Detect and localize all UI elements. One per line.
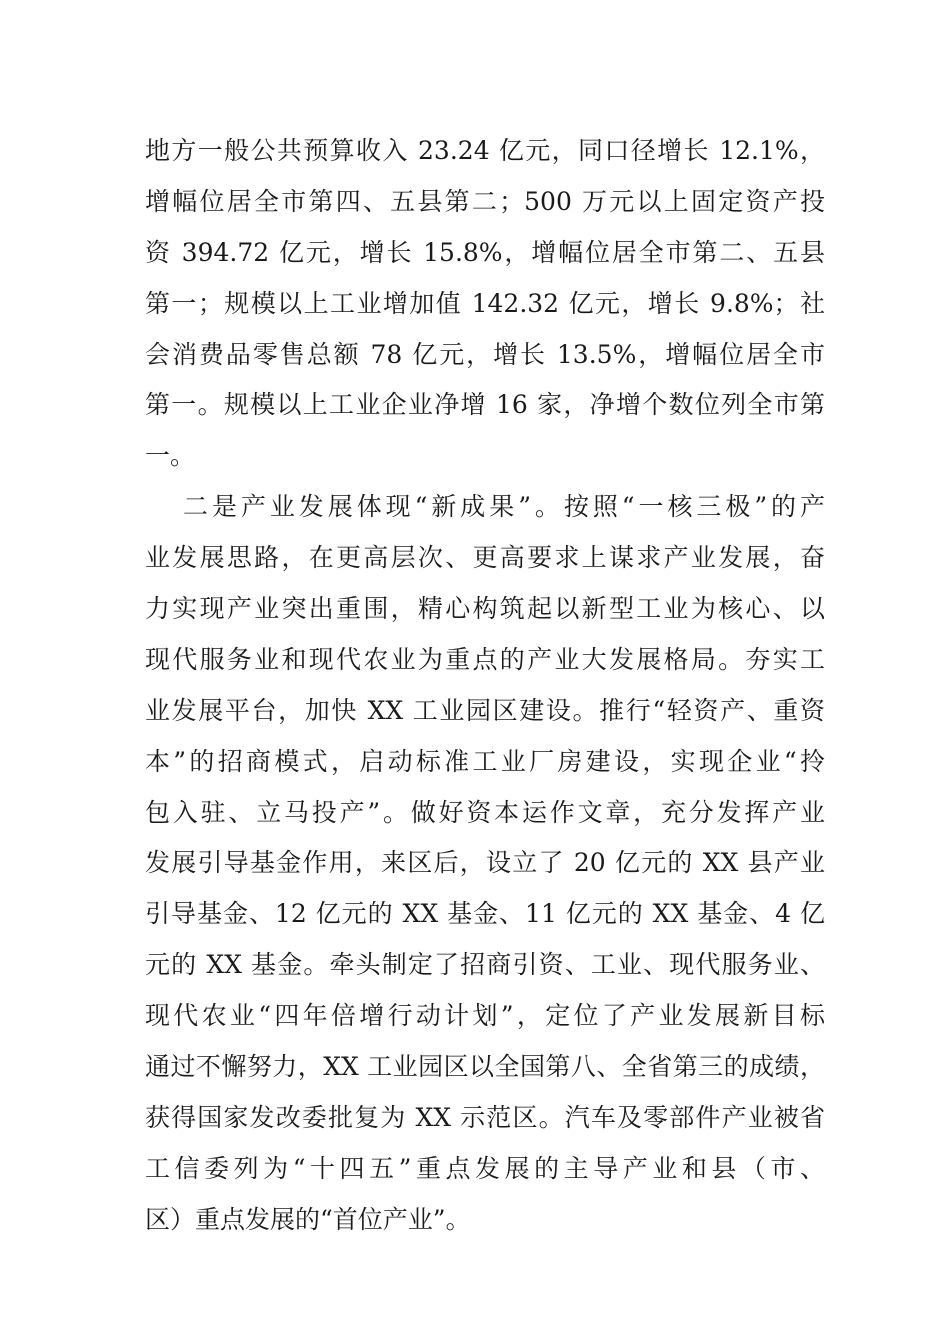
text-line: 力实现产业突出重围，精心构筑起以新型工业为核心、以 — [145, 594, 825, 624]
text-line: 元的 XX 基金。牵头制定了招商引资、工业、现代服务业、 — [145, 950, 825, 980]
text-line: 会消费品零售总额 78 亿元，增长 13.5%，增幅位居全市 — [145, 339, 825, 369]
text-line: 业发展平台，加快 XX 工业园区建设。推行“轻资产、重资 — [145, 695, 825, 725]
text-line: 资 394.72 亿元，增长 15.8%，增幅位居全市第二、五县 — [145, 237, 825, 267]
text-line: 地方一般公共预算收入 23.24 亿元，同口径增长 12.1%， — [145, 136, 825, 165]
paragraph-1 — [145, 126, 825, 482]
text-line: 增幅位居全市第四、五县第二；500 万元以上固定资产投 — [145, 186, 825, 216]
text-line: 工信委列为“十四五”重点发展的主导产业和县（市、 — [145, 1153, 825, 1183]
document-body — [145, 126, 825, 1246]
text-line: 包入驻、立马投产”。做好资本运作文章，充分发挥产业 — [145, 797, 825, 827]
text-line: 第一；规模以上工业增加值 142.32 亿元，增长 9.8%；社 — [145, 288, 825, 318]
text-line: 现代服务业和现代农业为重点的产业大发展格局。夯实工 — [145, 644, 825, 674]
text-line: 本”的招商模式，启动标准工业厂房建设，实现企业“拎 — [145, 746, 825, 776]
text-line: 通过不懈努力，XX 工业园区以全国第八、全省第三的成绩， — [145, 1052, 825, 1082]
text-line: 现代农业“四年倍增行动计划”，定位了产业发展新目标 — [145, 1001, 825, 1031]
text-line: 引导基金、12 亿元的 XX 基金、11 亿元的 XX 基金、4 亿 — [145, 899, 825, 929]
text-line: 第一。规模以上工业企业净增 16 家，净增个数位列全市第 — [145, 390, 825, 420]
text-line: 区）重点发展的“首位产业”。 — [145, 1204, 471, 1234]
text-line: 发展引导基金作用，来区后，设立了 20 亿元的 XX 县产业 — [145, 848, 825, 878]
text-line: 获得国家发改委批复为 XX 示范区。汽车及零部件产业被省 — [145, 1102, 825, 1132]
text-line: 二是产业发展体现“新成果”。按照“一核三极”的产 — [183, 492, 825, 522]
text-line: 业发展思路，在更高层次、更高要求上谋求产业发展，奋 — [145, 543, 825, 573]
paragraph-2 — [145, 482, 825, 1245]
text-line: 一。 — [145, 441, 196, 471]
